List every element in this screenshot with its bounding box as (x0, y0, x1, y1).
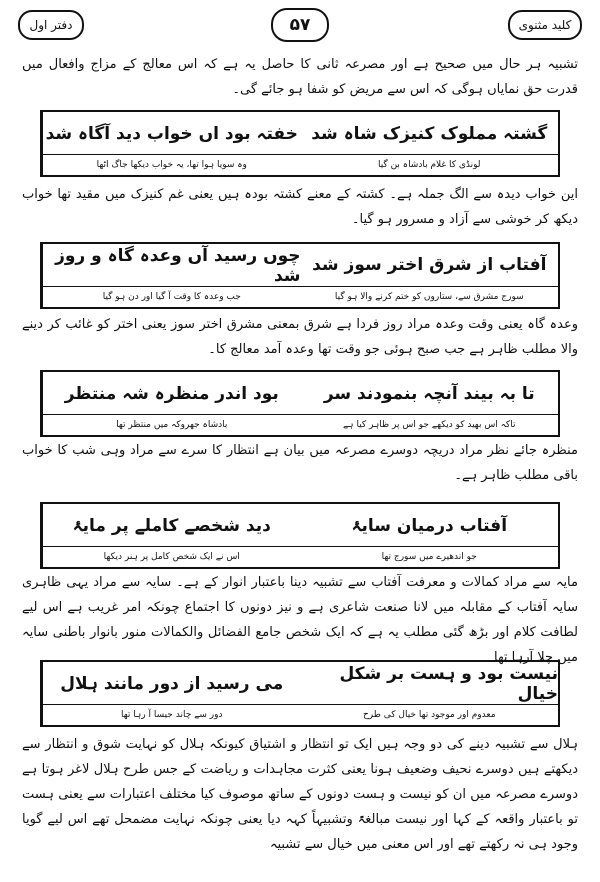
verse-box (40, 502, 560, 569)
verse-left: گشتہ مملوک کنیزک شاہ شد (311, 123, 548, 144)
verse-left: تا بہ بیند آنچہ بنمودند سر (323, 383, 535, 404)
verse-left: آفتاب درمیان سایۂ (351, 515, 508, 536)
verse-left: نیست بود و ہست بر شکل خیال (339, 663, 558, 704)
page-number: ۵۷ (271, 8, 329, 42)
paragraph: منظرہ جائے نظر مراد دریچہ دوسرے مصرعہ میں بیان ہے انتظار کا سرے سے مراد وہی شب کا خواب باقی مطلب ظاہر ہے۔ (22, 443, 578, 483)
verse-right: چوں رسید آں وعدہ گاہ و روز شد (42, 244, 301, 286)
book-title: کلید مثنوی (508, 10, 582, 40)
verse-box (40, 370, 560, 437)
gloss-right: جب وعدہ کا وقت آ گیا اور دن ہو گیا (42, 287, 301, 307)
verse-right: بود اندر منظرہ شہ منتظر (42, 372, 301, 414)
verse-box (40, 110, 560, 177)
gloss-left: سورج مشرق سے، ستاروں کو ختم کرنے والا ہو گیا (334, 292, 524, 302)
volume-title: دفتر اول (18, 10, 84, 40)
verse-left: آفتاب از شرق اختر سوز شد (312, 255, 547, 275)
page-header (18, 10, 582, 44)
verse-right: خفتہ بود اں خواب دید آگاہ شد (42, 112, 301, 154)
gloss-left: لونڈی کا غلام بادشاہ بن گیا (377, 160, 481, 170)
gloss-right: بادشاہ جھروکہ میں منتظر تھا (42, 415, 301, 435)
paragraph: مایہ سے مراد کمالات و معرفت آفتاب سے تشبیہ دینا باعتبار انوار کے ہے۔ سایہ سے مراد یہی ظاہری سایہ آفتاب کے مقابلہ میں لانا صنعت شاعری ہے و نیز دونوں کا اجتماع چونکہ امر غریب ہے اس لیے لطافت کلام اور بڑھ گئی مطلب یہ ہے کہ ایک شخص جامع الفضائل والکمالات منور بانوار باطنی سایہ میں چلا آرہا تھا۔ (22, 575, 578, 665)
gloss-left: جو اندھیرے میں سورج تھا (381, 552, 477, 562)
paragraph: تشبیہ ہر حال میں صحیح ہے اور مصرعہ ثانی کا حاصل یہ ہے کہ اس معالج کے مزاج وافعال میں قدرت حق نمایاں ہوگی کہ اس سے مریض کو شفا ہو جائے گی۔ (22, 57, 578, 97)
gloss-right: اس نے ایک شخص کامل پر ہنر دیکھا (42, 547, 301, 567)
gloss-left: معدوم اور موجود تھا خیال کی طرح (362, 710, 496, 720)
gloss-left: تاکہ اس بھید کو دیکھے جو اس پر ظاہر کیا ہے (343, 420, 516, 430)
verse-box (40, 242, 560, 309)
verse-right: می رسید از دور مانند ہلال (42, 662, 301, 704)
gloss-right: دور سے چاند جیسا آ رہا تھا (42, 705, 301, 725)
gloss-right: وہ سویا ہوا تھا، یہ خواب دیکھا جاگ اٹھا (42, 155, 301, 175)
verse-box (40, 660, 560, 727)
paragraph: این خواب دیدہ سے الگ جملہ ہے۔ کشتہ کے معنے کشتہ بودہ ہیں یعنی غم کنیزک میں مقید تھا خواب دیکھ کر خوشی سے آزاد و مسرور ہو گیا۔ (22, 187, 578, 227)
verse-right: دید شخصے کاملے پر مایۂ (42, 504, 301, 546)
paragraph: ہلال سے تشبیہ دینے کی دو وجہ ہیں ایک تو انتظار و اشتیاق کیونکہ ہلال کو نہایت شوق و انتظار سے دیکھتے ہیں دوسرے نحیف وضعیف ہونا یعنی کثرت مجاہدات و ریاضت کے جس طرح ہلال لاغر ہوتا ہے دوسرے مصرعہ میں ان کو نیست و ہست دونوں کے ساتھ موصوف کیا مختلف اعتبارات سے یعنی ہست تو باعتبار واقعہ کے کہا اور نیست مبالغۃً وتشبیہاً کہہ دیا یعنی چونکہ نہایت مضمحل تھے اس لیے گویا وجود ہی نہ رکھتے تھے اور اس معنی میں خیال سے تشبیہ (22, 737, 578, 852)
paragraph: وعدہ گاہ یعنی وقت وعدہ مراد روز فردا ہے شرق بمعنی مشرق اختر سوز یعنی اختر کو غائب کر دینے والا مطلب ظاہر ہے جب صبح ہوئی جو وقت تھا وعدہ آمد معالج کا۔ (22, 317, 578, 357)
